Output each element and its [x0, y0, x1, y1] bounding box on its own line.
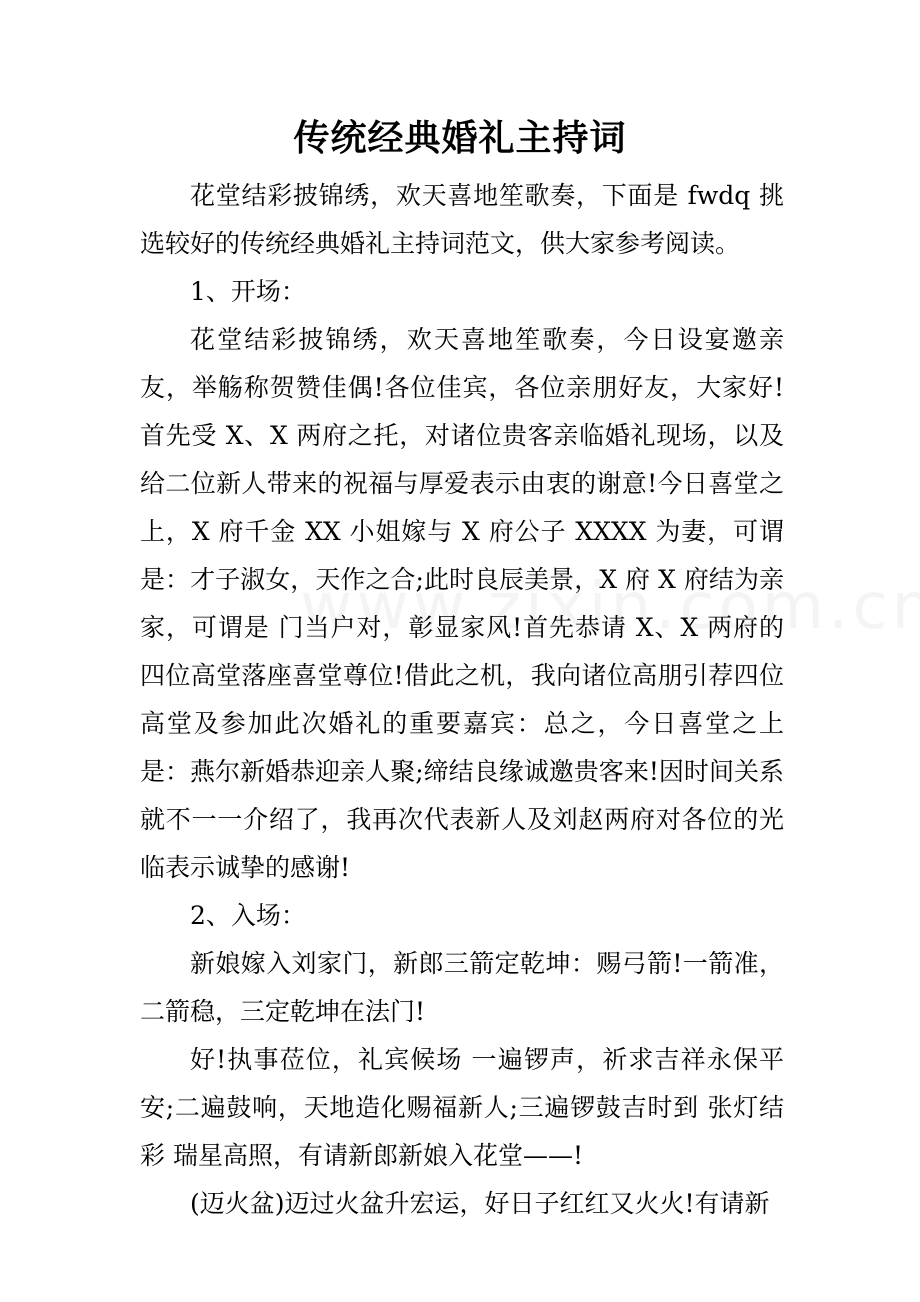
paragraph-intro: 花堂结彩披锦绣，欢天喜地笙歌奏，下面是 fwdq 挑选较好的传统经典婚礼主持词范文，供大家参考阅读。 [140, 181, 784, 258]
paragraph-fire-basin: (迈火盆)迈过火盆升宏运，好日子红红又火火!有请新 [190, 1189, 770, 1218]
section-heading-entrance: 2、入场： [190, 901, 306, 930]
paragraph-arrows: 新娘嫁入刘家门，新郎三箭定乾坤：赐弓箭!一箭准，二箭稳，三定乾坤在法门! [140, 949, 784, 1026]
document-title: 传统经典婚礼主持词 [293, 117, 627, 159]
document-body [140, 172, 784, 1228]
paragraph-opening: 花堂结彩披锦绣，欢天喜地笙歌奏，今日设宴邀亲友，举觞称贺赞佳偶!各位佳宾，各位亲朋好友，大家好!首先受 X、X 两府之托，对诸位贵客亲临婚礼现场，以及给二位新人带来的祝福与厚爱表示由衷的谢意!今日喜堂之上，X 府千金 XX 小姐嫁与 X 府公子 XXXX 为妻，可谓是：才子淑女，天作之合;此时良辰美景，X 府 X 府结为亲家，可谓是 门当户对，彰显家风!首先恭请 X、X 两府的四位高堂落座喜堂尊位!借此之机，我向诸位高朋引荐四位高堂及参加此次婚礼的重要嘉宾：总之，今日喜堂之上是：燕尔新婚恭迎亲人聚;缔结良缘诚邀贵客来!因时间关系就不一一介绍了，我再次代表新人及刘赵两府对各位的光临表示诚挚的感谢! [140, 325, 784, 882]
section-heading-opening: 1、开场： [190, 277, 306, 306]
paragraph-ceremony: 好!执事莅位，礼宾候场 一遍锣声，祈求吉祥永保平安;二遍鼓响，天地造化赐福新人;三遍锣鼓吉时到 张灯结彩 瑞星高照，有请新郎新娘入花堂——! [140, 1045, 784, 1170]
